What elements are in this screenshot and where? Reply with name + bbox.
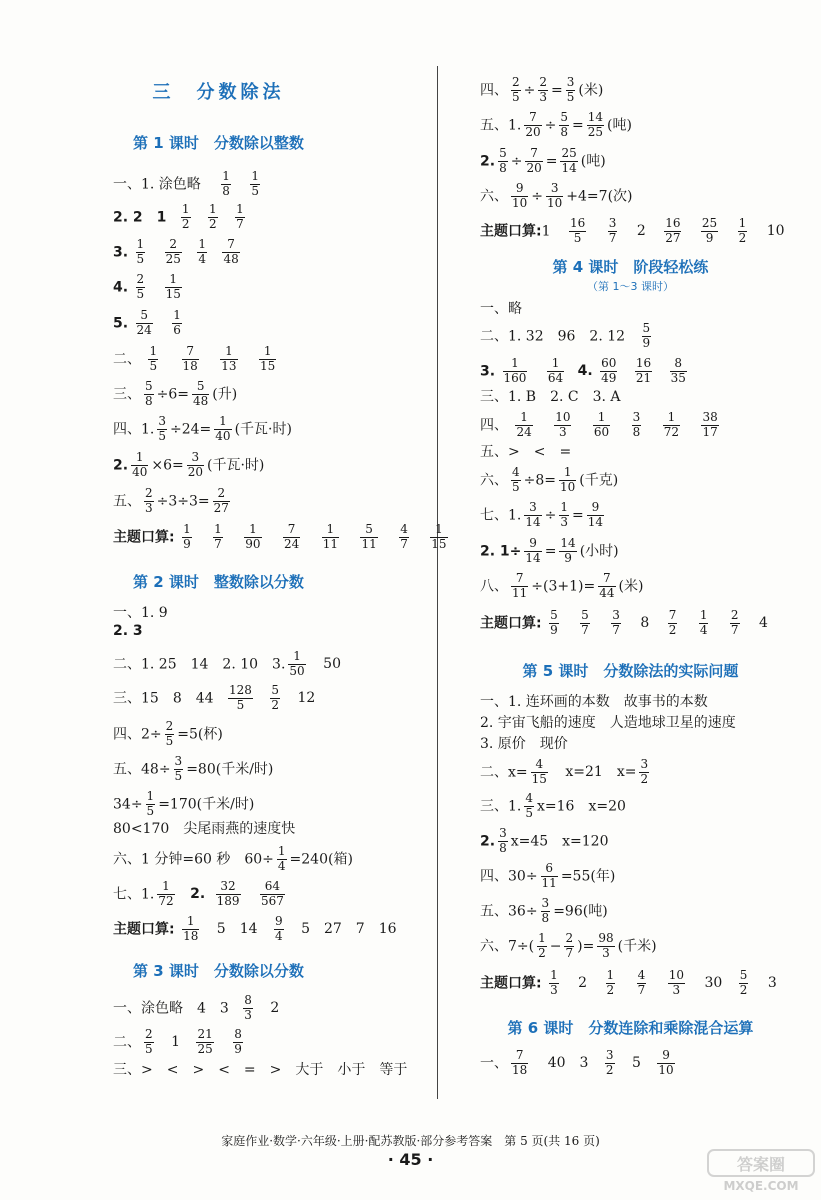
answer-line: 二、1. 25 14 2. 10 3. $\frac{1}{50}$ 50: [113, 649, 341, 678]
lesson-6-title: 第 6 课时 分数连除和乘除混合运算: [507, 1019, 754, 1037]
answer-line: 六、7÷( $\frac{1}{2}$ − $\frac{2}{7}$ )= $\frac{98}{3}$ (千米): [480, 931, 657, 960]
answer-line: 一、1. 9: [113, 605, 168, 621]
answer-line: 四、 $\frac{1}{24}$ $\frac{10}{3}$ $\frac{1}{60}$ $\frac{3}{8}$ $\frac{1}{72}$ $\frac{38}{17}$: [480, 410, 718, 439]
svg-text:MXQE.COM: MXQE.COM: [723, 1179, 799, 1193]
column-divider: [437, 66, 438, 1099]
answer-line: 二、1. 32 96 2. 12 $\frac{5}{9}$: [480, 321, 651, 350]
oral-calc-line: 主题口算: $\frac{1}{18}$ 5 14 $\frac{9}{4}$ 5 27 7 16: [113, 914, 397, 943]
answer-line: 一、1. 涂色略 $\frac{1}{8}$ $\frac{1}{5}$: [113, 169, 259, 198]
answer-line: 3. $\frac{1}{160}$ $\frac{1}{64}$ 4. $\frac{60}{49}$ $\frac{16}{21}$ $\frac{8}{35}$: [480, 356, 686, 385]
watermark-logo: [706, 1146, 816, 1194]
lesson-3-title: 第 3 课时 分数除以分数: [133, 962, 304, 980]
chapter-title: 三 分数除法: [152, 82, 285, 103]
page-footer: 家庭作业·数学·六年级·上册·配苏教版·部分参考答案 第 5 页(共 16 页): [221, 1134, 600, 1148]
answer-line: 34÷ $\frac{1}{5}$ =170(千米/时): [113, 789, 255, 818]
oral-calc-line: 主题口算: $\frac{1}{9}$ $\frac{1}{7}$ $\frac{1}{90}$ $\frac{7}{24}$ $\frac{1}{11}$ $\frac{5}{11}$ $\frac{4}{7}$ $\frac{1}{15}$: [113, 522, 447, 551]
answer-line: 五、1. $\frac{7}{20}$ ÷ $\frac{5}{8}$ = $\frac{14}{25}$ (吨): [480, 110, 632, 139]
answer-line: 五、> < =: [480, 444, 572, 460]
answer-line: 三、 $\frac{5}{8}$ ÷6= $\frac{5}{48}$ (升): [113, 379, 238, 408]
answer-line: 五、 $\frac{2}{3}$ ÷3÷3= $\frac{2}{27}$: [113, 486, 229, 515]
answer-line: 2. 3: [113, 623, 143, 639]
answer-line: 四、30÷ $\frac{6}{11}$ =55(年): [480, 861, 616, 890]
answer-line: 二、 $\frac{2}{5}$ 1 $\frac{21}{25}$ $\frac{8}{9}$: [113, 1027, 242, 1056]
answer-line: 七、1. $\frac{1}{72}$ 2. $\frac{32}{189}$ $\frac{64}{567}$: [113, 879, 284, 908]
answer-line: 三、1. $\frac{4}{5}$ x=16 x=20: [480, 791, 626, 820]
oral-calc-line: 主题口算:1 $\frac{16}{5}$ $\frac{3}{7}$ 2 $\frac{16}{27}$ $\frac{25}{9}$ $\frac{1}{2}$ 10: [480, 216, 785, 245]
answer-line: 5. $\frac{5}{24}$ $\frac{1}{6}$: [113, 308, 181, 337]
lesson-1-title: 第 1 课时 分数除以整数: [133, 134, 304, 152]
answer-line: 八、 $\frac{7}{11}$ ÷(3+1)= $\frac{7}{44}$ (米): [480, 571, 644, 600]
svg-text:答案圈: 答案圈: [736, 1155, 786, 1174]
answer-line: 4. $\frac{2}{5}$ $\frac{1}{15}$: [113, 272, 181, 301]
answer-line: 六、 $\frac{9}{10}$ ÷ $\frac{3}{10}$ +4=7(次): [480, 181, 633, 210]
answer-line: 四、2÷ $\frac{2}{5}$ =5(杯): [113, 719, 223, 748]
answer-line: 一、略: [480, 301, 522, 317]
answer-line: 80<170 尖尾雨燕的速度快: [113, 821, 296, 837]
page-number: · 45 ·: [387, 1150, 434, 1169]
oral-calc-line: 主题口算: $\frac{5}{9}$ $\frac{5}{7}$ $\frac{3}{7}$ 8 $\frac{7}{2}$ $\frac{1}{4}$ $\frac{2}{7}$ 4: [480, 608, 768, 637]
answer-line: 五、48÷ $\frac{3}{5}$ =80(千米/时): [113, 754, 274, 783]
answer-line: 2. $\frac{1}{40}$ ×6= $\frac{3}{20}$ (千瓦·时): [113, 450, 265, 479]
lesson-5-title: 第 5 课时 分数除法的实际问题: [522, 662, 739, 680]
answer-line: 2. 2 1 $\frac{1}{2}$ $\frac{1}{2}$ $\frac{1}{7}$: [113, 202, 244, 231]
answer-line: 3. $\frac{1}{5}$ $\frac{2}{25}$ $\frac{1}{4}$ $\frac{7}{48}$: [113, 237, 239, 266]
answer-line: 二、x= $\frac{4}{15}$ x=21 x= $\frac{3}{2}$: [480, 757, 649, 786]
lesson-4-subtitle: （第 1～3 课时）: [587, 280, 674, 293]
answer-line: 七、1. $\frac{3}{14}$ ÷ $\frac{1}{3}$ = $\frac{9}{14}$: [480, 500, 604, 529]
answer-line: 三、15 8 44 $\frac{128}{5}$ $\frac{5}{2}$ 12: [113, 683, 316, 712]
answer-line: 二、 $\frac{1}{5}$ $\frac{7}{18}$ $\frac{1}{13}$ $\frac{1}{15}$: [113, 344, 276, 373]
answer-line: 2. 宇宙飞船的速度 人造地球卫星的速度: [480, 715, 736, 731]
answer-line: 三、1. B 2. C 3. A: [480, 389, 621, 405]
answer-line: 3. 原价 现价: [480, 736, 568, 752]
lesson-4-title: 第 4 课时 阶段轻松练: [552, 258, 709, 276]
answer-line: 2. $\frac{3}{8}$ x=45 x=120: [480, 826, 609, 855]
answer-line: 六、1 分钟=60 秒 60÷ $\frac{1}{4}$ =240(箱): [113, 844, 353, 873]
oral-calc-line: 主题口算: $\frac{1}{3}$ 2 $\frac{1}{2}$ $\frac{4}{7}$ $\frac{10}{3}$ 30 $\frac{5}{2}$ 3: [480, 968, 777, 997]
answer-line: 2. 1÷ $\frac{9}{14}$ = $\frac{14}{9}$ (小时): [480, 536, 619, 565]
answer-line: 六、 $\frac{4}{5}$ ÷8= $\frac{1}{10}$ (千克): [480, 465, 619, 494]
answer-line: 2. $\frac{5}{8}$ ÷ $\frac{7}{20}$ = $\frac{25}{14}$ (吨): [480, 146, 606, 175]
lesson-2-title: 第 2 课时 整数除以分数: [133, 573, 304, 591]
answer-line: 四、1. $\frac{3}{5}$ ÷24= $\frac{1}{40}$ (千瓦·时): [113, 414, 292, 443]
answer-line: 四、 $\frac{2}{5}$ ÷ $\frac{2}{3}$ = $\frac{3}{5}$ (米): [480, 75, 604, 104]
answer-line: 五、36÷ $\frac{3}{8}$ =96(吨): [480, 896, 608, 925]
answer-line: 三、> < > < = > 大于 小于 等于: [113, 1062, 408, 1078]
answer-line: 一、 $\frac{7}{18}$ 40 3 $\frac{3}{2}$ 5 $\frac{9}{10}$: [480, 1048, 674, 1077]
answer-line: 一、1. 连环画的本数 故事书的本数: [480, 694, 708, 710]
answer-line: 一、涂色略 4 3 $\frac{8}{3}$ 2: [113, 993, 280, 1022]
